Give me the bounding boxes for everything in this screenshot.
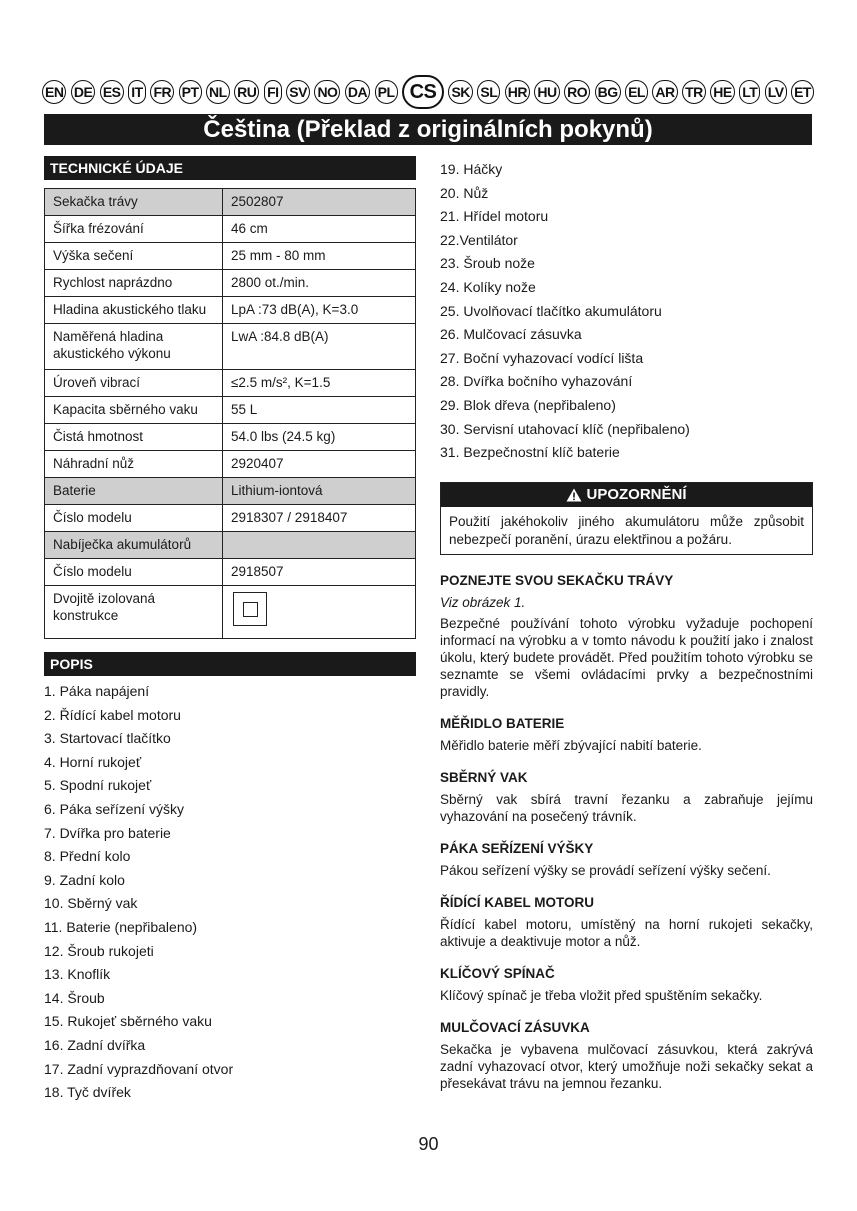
spec-value: 46 cm (223, 216, 416, 243)
spec-value: 2502807 (223, 189, 416, 216)
spec-value: 25 mm - 80 mm (223, 243, 416, 270)
spec-key: Číslo modelu (45, 559, 223, 586)
list-item: 23. Šroub nože (440, 255, 535, 272)
lang-badge[interactable]: NO (314, 80, 340, 104)
list-item: 3. Startovací tlačítko (44, 730, 171, 747)
lang-badge[interactable]: DA (345, 80, 370, 104)
warning-triangle-icon (566, 488, 582, 502)
section-text: Sběrný vak sbírá travní řezanku a zabraňuje jejímu vyhazování na posečený trávník. (440, 791, 813, 824)
spec-key: Čistá hmotnost (45, 424, 223, 451)
list-item: 14. Šroub (44, 989, 105, 1006)
table-row (45, 270, 416, 297)
lang-badge[interactable]: ES (100, 80, 124, 104)
spec-key: Výška sečení (45, 243, 223, 270)
tech-specs-header: TECHNICKÉ ÚDAJE (44, 156, 416, 180)
spec-value (223, 532, 416, 559)
spec-key: Nabíječka akumulátorů (45, 532, 223, 559)
spec-key: Hladina akustického tlaku (45, 297, 223, 324)
lang-badge[interactable]: SV (286, 80, 310, 104)
list-item: 11. Baterie (nepřibaleno) (44, 918, 198, 935)
section-vak (440, 770, 813, 825)
list-item: 20. Nůž (440, 184, 489, 201)
lang-badge[interactable]: FI (264, 80, 282, 104)
list-item: 13. Knoflík (44, 966, 111, 983)
spec-key: Kapacita sběrného vaku (45, 397, 223, 424)
spec-value: 2918507 (223, 559, 416, 586)
lang-badge[interactable]: RO (564, 80, 590, 104)
table-row (45, 478, 416, 505)
popis-header: POPIS (44, 652, 416, 676)
list-item: 15. Rukojeť sběrného vaku (44, 1013, 212, 1030)
lang-badge[interactable]: IT (128, 80, 146, 104)
section-text: Sekačka je vybavena mulčovací zásuvkou, která zakrývá zadní vyhazovací otvor, který umožňuje noži sekačky sekat a přesekávat trávu na jemnou řezanku. (440, 1041, 813, 1091)
section-meridlo (440, 716, 813, 754)
list-item: 31. Bezpečnostní klíč baterie (440, 444, 620, 461)
list-item: 8. Přední kolo (44, 848, 131, 865)
lang-badge[interactable]: RU (234, 80, 259, 104)
lang-badge[interactable]: EN (42, 80, 66, 104)
section-klic (440, 966, 813, 1004)
table-row (45, 505, 416, 532)
table-row (45, 451, 416, 478)
list-item: 22.Ventilátor (440, 231, 518, 248)
parts-list-right (440, 158, 813, 465)
spec-key: Náhradní nůž (45, 451, 223, 478)
section-paka (440, 841, 813, 879)
section-heading: MULČOVACÍ ZÁSUVKA (440, 1019, 590, 1035)
left-column (44, 156, 416, 1105)
spec-value: ≤2.5 m/s², K=1.5 (223, 370, 416, 397)
section-text: Pákou seřízení výšky se provádí seřízení výšky sečení. (440, 862, 771, 878)
page-title: Čeština (Překlad z originálních pokynů) (44, 114, 812, 145)
parts-list-left (44, 680, 416, 1105)
list-item: 16. Zadní dvířka (44, 1036, 146, 1053)
double-insulation-icon (233, 592, 267, 626)
table-row (45, 216, 416, 243)
list-item: 6. Páka seřízení výšky (44, 800, 185, 817)
list-item: 10. Sběrný vak (44, 895, 138, 912)
table-row (45, 586, 416, 639)
spec-value: 55 L (223, 397, 416, 424)
table-row (45, 243, 416, 270)
lang-badge[interactable]: PT (179, 80, 202, 104)
right-column (440, 158, 813, 1092)
lang-badge[interactable]: TR (682, 80, 706, 104)
spec-value: 2920407 (223, 451, 416, 478)
list-item: 26. Mulčovací zásuvka (440, 326, 582, 343)
spec-value: Lithium-iontová (223, 478, 416, 505)
table-row (45, 297, 416, 324)
warning-text: Použití jakéhokoliv jiného akumulátoru může způsobit nebezpečí poranění, úrazu elektřinou a požáru. (449, 513, 804, 547)
tech-specs-table (44, 188, 416, 639)
section-heading: SBĚRNÝ VAK (440, 769, 528, 785)
spec-key: Úroveň vibrací (45, 370, 223, 397)
list-item: 25. Uvolňovací tlačítko akumulátoru (440, 302, 662, 319)
section-text: Klíčový spínač je třeba vložit před spuštěním sekačky. (440, 987, 763, 1003)
table-row (45, 532, 416, 559)
section-heading: ŘÍDÍCÍ KABEL MOTORU (440, 894, 595, 910)
language-strip (42, 78, 814, 106)
section-mulc (440, 1020, 813, 1092)
list-item: 19. Háčky (440, 161, 503, 177)
figure-reference: Viz obrázek 1. (440, 594, 526, 610)
spec-key: Rychlost naprázdno (45, 270, 223, 297)
spec-key: Baterie (45, 478, 223, 505)
list-item: 28. Dvířka bočního vyhazování (440, 373, 633, 390)
lang-badge[interactable]: AR (652, 80, 677, 104)
section-text: Měřidlo baterie měří zbývající nabití baterie. (440, 737, 702, 753)
spec-value: 2800 ot./min. (223, 270, 416, 297)
warning-header (441, 483, 812, 507)
spec-value: 2918307 / 2918407 (223, 505, 416, 532)
table-row (45, 559, 416, 586)
list-item: 2. Řídící kabel motoru (44, 706, 181, 723)
list-item: 27. Boční vyhazovací vodící lišta (440, 349, 644, 366)
section-heading: KLÍČOVÝ SPÍNAČ (440, 965, 555, 981)
list-item: 1. Páka napájení (44, 683, 150, 699)
list-item: 12. Šroub rukojeti (44, 942, 154, 959)
lang-badge[interactable]: HR (505, 80, 530, 104)
section-heading: PÁKA SEŘÍZENÍ VÝŠKY (440, 840, 594, 856)
list-item: 7. Dvířka pro baterie (44, 824, 171, 841)
spec-key: Číslo modelu (45, 505, 223, 532)
table-row (45, 397, 416, 424)
list-item: 5. Spodní rukojeť (44, 777, 152, 794)
list-item: 21. Hřídel motoru (440, 208, 549, 225)
section-heading: MĚŘIDLO BATERIE (440, 715, 565, 731)
lang-badge[interactable]: ET (791, 80, 814, 104)
lang-badge[interactable]: PL (375, 80, 398, 104)
list-item: 9. Zadní kolo (44, 871, 125, 888)
list-item: 29. Blok dřeva (nepřibaleno) (440, 396, 616, 413)
list-item: 17. Zadní vyprazdňovaní otvor (44, 1060, 234, 1077)
spec-key: Sekačka trávy (45, 189, 223, 216)
list-item: 24. Kolíky nože (440, 278, 536, 295)
lang-badge[interactable]: LV (765, 80, 787, 104)
section-heading: POZNEJTE SVOU SEKAČKU TRÁVY (440, 572, 674, 588)
lang-badge[interactable]: NL (206, 80, 230, 104)
lang-badge[interactable]: HE (710, 80, 734, 104)
spec-key: Dvojitě izolovaná konstrukce (45, 586, 223, 639)
lang-badge[interactable]: BG (595, 80, 621, 104)
table-row (45, 370, 416, 397)
spec-value (223, 586, 416, 639)
spec-value: LwA :84.8 dB(A) (223, 324, 416, 370)
lang-badge[interactable]: HU (534, 80, 559, 104)
list-item: 30. Servisní utahovací klíč (nepřibaleno) (440, 420, 690, 437)
list-item: 18. Tyč dvířek (44, 1084, 131, 1101)
lang-badge-active[interactable]: CS (402, 75, 444, 109)
section-text: Řídící kabel motoru, umístěný na horní rukojeti sekačky, aktivuje a deaktivuje motor a nůž. (440, 916, 813, 949)
warning-title: UPOZORNĚNÍ (586, 486, 687, 504)
lang-badge[interactable]: SL (477, 80, 500, 104)
section-text: Bezpečné používání tohoto výrobku vyžaduje pochopení informací na výrobku a v tomto návodu k použití jako i znalost úkolu, který budete provádět. Před použitím tohoto výrobku se seznamte se všemi ovládacími prvky a bezpečnostními pravidly. (440, 615, 813, 699)
page-number: 90 (418, 1134, 439, 1154)
table-row (45, 424, 416, 451)
table-row (45, 189, 416, 216)
table-row (45, 324, 416, 370)
spec-key: Šířka frézování (45, 216, 223, 243)
spec-key: Naměřená hladina akustického výkonu (45, 324, 223, 370)
lang-badge[interactable]: EL (625, 80, 648, 104)
lang-badge[interactable]: DE (71, 80, 95, 104)
lang-badge[interactable]: FR (150, 80, 174, 104)
list-item: 4. Horní rukojeť (44, 753, 142, 770)
warning-box (440, 482, 813, 555)
section-kabel (440, 895, 813, 950)
lang-badge[interactable]: SK (448, 80, 472, 104)
spec-value: 54.0 lbs (24.5 kg) (223, 424, 416, 451)
section-poznejte (440, 573, 813, 700)
lang-badge[interactable]: LT (739, 80, 760, 104)
spec-value: LpA :73 dB(A), K=3.0 (223, 297, 416, 324)
